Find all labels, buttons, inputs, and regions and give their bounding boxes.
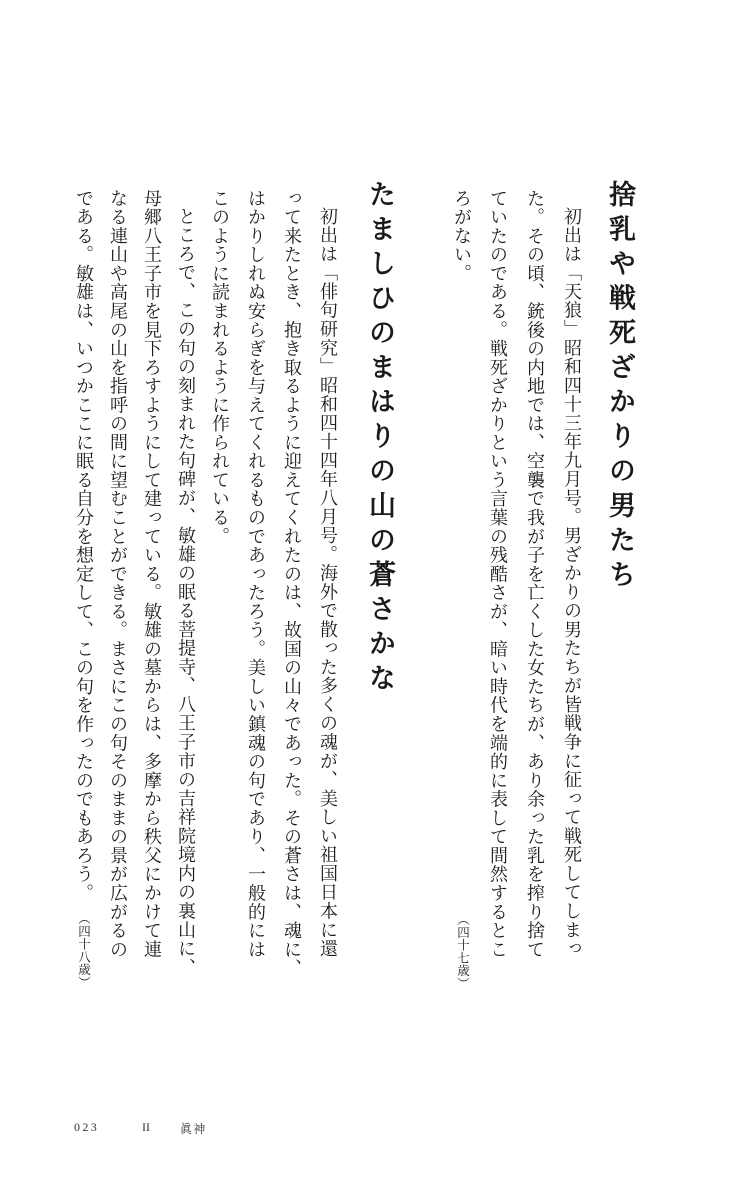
essay-2-line-8: である。敏雄は、いつかここに眠る自分を想定して、この句を作ったのでもあろう。 xyxy=(73,189,94,903)
essay-2-age: （四十八歳） xyxy=(76,912,92,989)
essay-1-title: 捨乳や戦死ざかりの男たち xyxy=(604,180,635,595)
essay-1-line-4: ろがない。 xyxy=(451,189,472,283)
essay-2-line-3: はかりしれぬ安らぎを与えてくれるものであったろう。美しい鎮魂の句であり、一般的には xyxy=(245,189,266,959)
essay-2-line-1: 初出は「俳句研究」昭和四十四年八月号。海外で散った多くの魂が、美しい祖国日本に還 xyxy=(317,207,338,958)
essay-2-line-5: ところで、この句の刻まれた句碑が、敏雄の眠る菩提寺、八王子市の吉祥院境内の裏山に、 xyxy=(175,207,196,977)
page-number: 023 xyxy=(74,1120,100,1134)
essay-2-line-2: って来たとき、抱き取るように迎えてくれたのは、故国の山々であった。その蒼さは、魂に、 xyxy=(281,189,302,978)
essay-1-age: （四十七歳） xyxy=(455,913,471,990)
essay-1-line-1: 初出は「天狼」昭和四十三年九月号。男ざかりの男たちが皆戦争に征って戦死してしまっ xyxy=(561,207,582,958)
section-numeral: II xyxy=(142,1120,150,1134)
section-title: 眞神 xyxy=(180,1122,207,1136)
essay-2-line-4: このように読まれるように作られている。 xyxy=(209,189,230,546)
essay-1-line-2: た。その頃、銃後の内地では、空襲で我が子を亡くした女たちが、あり余った乳を搾り捨て xyxy=(524,189,545,959)
essay-2-line-7: なる連山や高尾の山を指呼の間に望むことができる。まさにこの句そのままの景が広がるの xyxy=(107,189,128,959)
essay-2-line-6: 母郷八王子市を見下ろすようにして建っている。敏雄の墓からは、多摩から秩父にかけて連 xyxy=(141,189,162,959)
essay-2-title: たましひのまはりの山の蒼さかな xyxy=(364,180,395,699)
essay-1-line-3: ていたのである。戦死ざかりという言葉の残酷さが、暗い時代を端的に表して間然するとこ xyxy=(487,189,508,959)
